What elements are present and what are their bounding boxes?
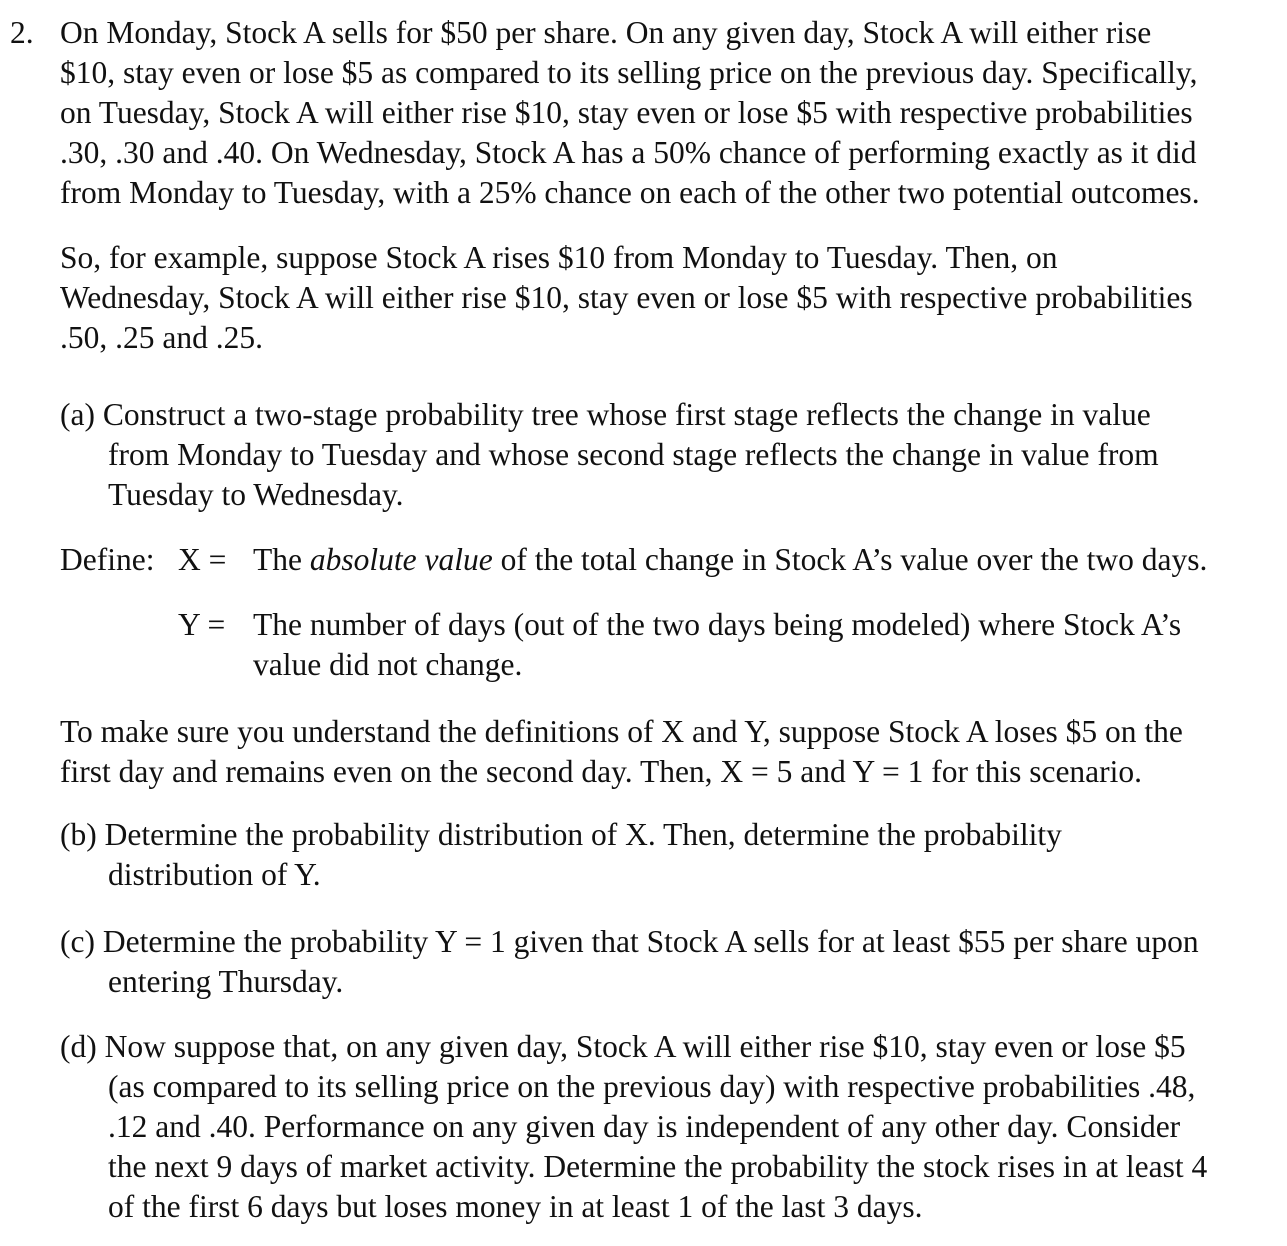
y-symbol: Y = xyxy=(178,607,226,642)
part-b-line: distribution of Y. xyxy=(108,857,321,892)
x-symbol: X = xyxy=(178,542,227,577)
x-def-post: of the total change in Stock A’s value over the two days. xyxy=(492,542,1208,577)
clarify-line: To make sure you understand the definitions of X and Y, suppose Stock A loses $5 on the xyxy=(60,714,1183,749)
x-definition xyxy=(253,540,1207,580)
y-definition-line: value did not change. xyxy=(253,647,523,682)
intro-line: on Tuesday, Stock A will either rise $10, stay even or lose $5 with respective probabilities xyxy=(60,95,1193,130)
part-c-line: entering Thursday. xyxy=(108,964,344,999)
part-d-line: of the first 6 days but loses money in at least 1 of the last 3 days. xyxy=(108,1189,923,1224)
x-def-pre: The xyxy=(253,542,310,577)
part-a-line: Tuesday to Wednesday. xyxy=(108,477,404,512)
y-definition-line: The number of days (out of the two days being modeled) where Stock A’s xyxy=(253,607,1182,642)
part-d-line: (as compared to its selling price on the previous day) with respective probabilities .48, xyxy=(108,1069,1196,1104)
define-label: Define: xyxy=(60,542,155,577)
part-a-line: from Monday to Tuesday and whose second stage reflects the change in value from xyxy=(108,437,1159,472)
example-line: .50, .25 and .25. xyxy=(60,320,263,355)
part-d-line: .12 and .40. Performance on any given day is independent of any other day. Consider xyxy=(108,1109,1181,1144)
example-line: Wednesday, Stock A will either rise $10, stay even or lose $5 with respective probabilities xyxy=(60,280,1193,315)
intro-line: On Monday, Stock A sells for $50 per share. On any given day, Stock A will either rise xyxy=(60,15,1152,50)
part-c-line: (c) Determine the probability Y = 1 given that Stock A sells for at least $55 per share upon xyxy=(60,924,1199,959)
example-line: So, for example, suppose Stock A rises $10 from Monday to Tuesday. Then, on xyxy=(60,240,1058,275)
clarify-line: first day and remains even on the second day. Then, X = 5 and Y = 1 for this scenario. xyxy=(60,754,1143,789)
intro-line: $10, stay even or lose $5 as compared to its selling price on the previous day. Specifically, xyxy=(60,55,1198,90)
part-a-line: (a) Construct a two-stage probability tree whose first stage reflects the change in value xyxy=(60,397,1151,432)
part-b-line: (b) Determine the probability distribution of X. Then, determine the probability xyxy=(60,817,1062,852)
x-def-italic: absolute value xyxy=(309,542,493,577)
part-d-line: the next 9 days of market activity. Determine the probability the stock rises in at least 4 xyxy=(108,1149,1208,1184)
intro-line: from Monday to Tuesday, with a 25% chance on each of the other two potential outcomes. xyxy=(60,175,1200,210)
intro-line: .30, .30 and .40. On Wednesday, Stock A has a 50% chance of performing exactly as it did xyxy=(60,135,1197,170)
problem-number: 2. xyxy=(10,15,34,50)
part-d-line: (d) Now suppose that, on any given day, Stock A will either rise $10, stay even or lose $5 xyxy=(60,1029,1186,1064)
